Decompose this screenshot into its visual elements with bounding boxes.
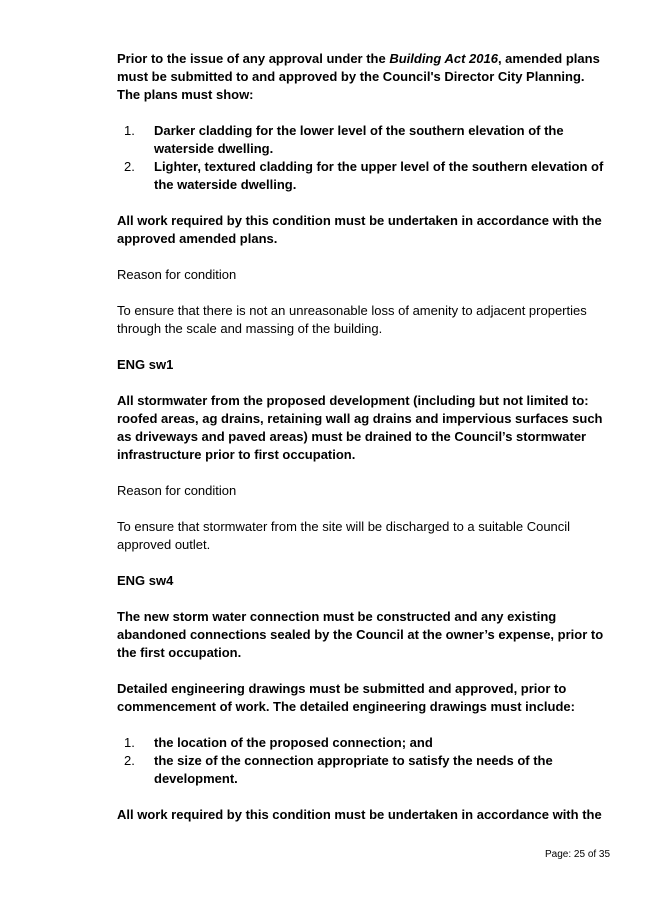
list-item [117, 158, 609, 194]
list-item-text: Lighter, textured cladding for the upper level of the southern elevation of the waterside dwelling. [154, 159, 604, 192]
list-item-text: the location of the proposed connection; and [154, 735, 433, 750]
reason-text: To ensure that there is not an unreasonable loss of amenity to adjacent properties through the scale and massing of the building. [117, 303, 587, 336]
list-item [117, 122, 609, 158]
list-item [117, 734, 609, 752]
intro-text-after: , amended plans must be submitted to and approved by the Council's Director City Planning. The plans must show: [117, 51, 600, 102]
intro-text-before: Prior to the issue of any approval under the [117, 51, 390, 66]
connection-condition-paragraph: The new storm water connection must be constructed and any existing abandoned connections sealed by the Council at the owner’s expense, prior to the first occupation. [117, 609, 604, 660]
page-number: Page: 25 of 35 [545, 849, 611, 860]
condition-intro-paragraph [117, 50, 609, 104]
document-page [117, 50, 609, 824]
list-item-number: 2. [124, 159, 135, 174]
list-item-number: 1. [124, 123, 135, 138]
plans-requirements-list [117, 122, 609, 194]
reason-text: To ensure that stormwater from the site will be discharged to a suitable Council approved outlet. [117, 519, 571, 552]
final-compliance-paragraph: All work required by this condition must be undertaken in accordance with the [117, 807, 602, 822]
act-name: Building Act 2016 [389, 51, 498, 66]
list-item-text: Darker cladding for the lower level of the southern elevation of the waterside dwelling. [154, 123, 564, 156]
list-item-text: the size of the connection appropriate to satisfy the needs of the development. [154, 753, 553, 786]
list-item-number: 2. [124, 753, 135, 768]
reason-heading: Reason for condition [117, 483, 237, 498]
section-heading-eng-sw1: ENG sw1 [117, 357, 174, 372]
drawings-requirements-list [117, 734, 609, 788]
reason-heading: Reason for condition [117, 267, 237, 282]
list-item [117, 752, 609, 788]
list-item-number: 1. [124, 735, 135, 750]
section-heading-eng-sw4: ENG sw4 [117, 573, 174, 588]
condition-compliance-paragraph: All work required by this condition must be undertaken in accordance with the approved amended plans. [117, 213, 602, 246]
stormwater-condition-paragraph: All stormwater from the proposed development (including but not limited to: roofed areas, ag drains, retaining wall ag drains and impervious surfaces such as driveways and paved areas) must be drained to the Council’s stormwater infrastructure prior to first occupation. [117, 393, 603, 462]
drawings-condition-paragraph: Detailed engineering drawings must be submitted and approved, prior to commencement of work. The detailed engineering drawings must include: [117, 681, 575, 714]
